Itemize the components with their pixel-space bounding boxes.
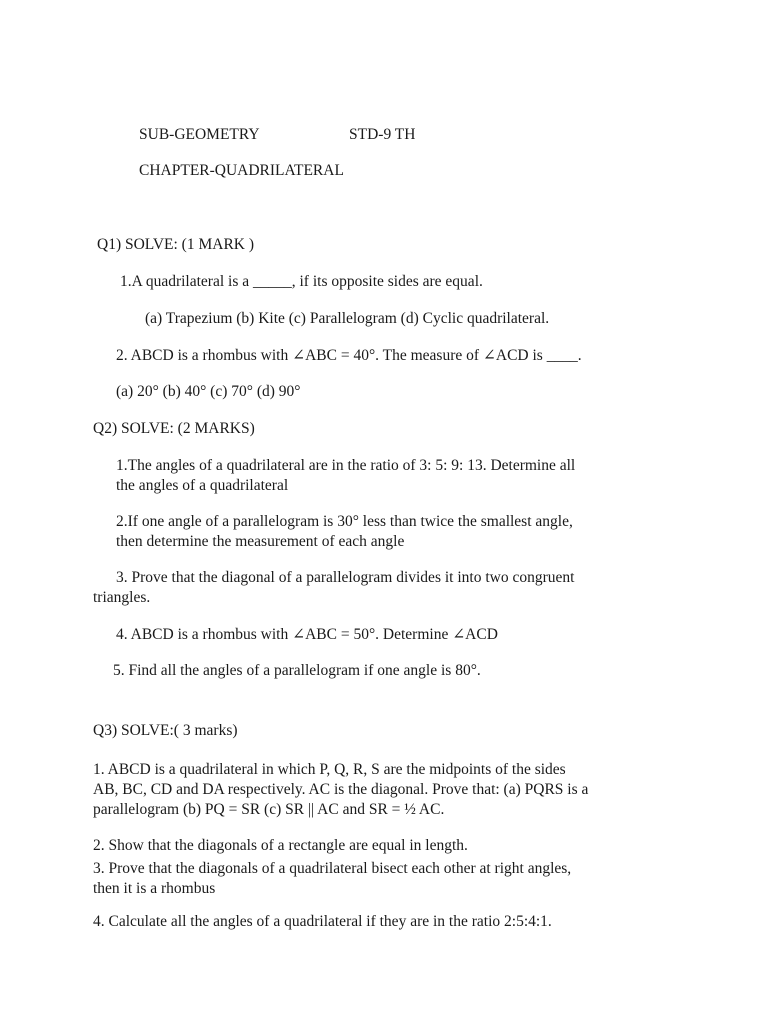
q3-heading: Q3) SOLVE:( 3 marks): [93, 722, 238, 739]
q3-item-1-line-2: AB, BC, CD and DA respectively. AC is the diagonal. Prove that: (a) PQRS is a: [93, 781, 589, 798]
subject-title: SUB-GEOMETRY: [139, 126, 260, 143]
q3-item-3-line-1: 3. Prove that the diagonals of a quadrilateral bisect each other at right angles,: [93, 860, 572, 877]
q2-item-1-line-2: the angles of a quadrilateral: [116, 477, 289, 494]
q3-item-1-line-3: parallelogram (b) PQ = SR (c) SR || AC and SR = ½ AC.: [93, 801, 445, 818]
q2-item-1: [116, 456, 736, 496]
q2-item-4: 4. ABCD is a rhombus with ∠ABC = 50°. Determine ∠ACD: [116, 626, 498, 643]
q2-item-3-line-2: triangles.: [93, 589, 151, 606]
q2-heading: Q2) SOLVE: (2 MARKS): [93, 420, 255, 437]
q2-item-3-line-1: 3. Prove that the diagonal of a parallelogram divides it into two congruent: [116, 569, 575, 586]
chapter-title: CHAPTER-QUADRILATERAL: [139, 162, 344, 179]
q3-item-2: 2. Show that the diagonals of a rectangle are equal in length.: [93, 837, 468, 854]
q1-item-1-options: (a) Trapezium (b) Kite (c) Parallelogram (d) Cyclic quadrilateral.: [145, 310, 550, 327]
q1-item-1: 1.A quadrilateral is a _____, if its opposite sides are equal.: [120, 273, 483, 290]
q3-item-1-line-1: 1. ABCD is a quadrilateral in which P, Q, R, S are the midpoints of the sides: [93, 761, 566, 778]
q1-heading: Q1) SOLVE: (1 MARK ): [97, 236, 255, 253]
q2-item-2-line-2: then determine the measurement of each angle: [116, 533, 405, 550]
q2-item-2: [116, 512, 736, 552]
q3-item-3-line-2: then it is a rhombus: [93, 880, 216, 897]
q1-item-2-options: (a) 20° (b) 40° (c) 70° (d) 90°: [116, 383, 301, 400]
q2-item-2-line-1: 2.If one angle of a parallelogram is 30° less than twice the smallest angle,: [116, 513, 573, 530]
q2-item-1-line-1: 1.The angles of a quadrilateral are in the ratio of 3: 5: 9: 13. Determine all: [116, 457, 576, 474]
q1-item-2: 2. ABCD is a rhombus with ∠ABC = 40°. The measure of ∠ACD is ____.: [116, 347, 582, 364]
q3-item-4: 4. Calculate all the angles of a quadrilateral if they are in the ratio 2:5:4:1.: [93, 913, 552, 930]
q3-item-1: [93, 760, 743, 820]
q2-item-5: 5. Find all the angles of a parallelogram if one angle is 80°.: [113, 662, 481, 679]
q3-item-3: [93, 859, 743, 899]
standard-label: STD-9 TH: [349, 126, 416, 143]
